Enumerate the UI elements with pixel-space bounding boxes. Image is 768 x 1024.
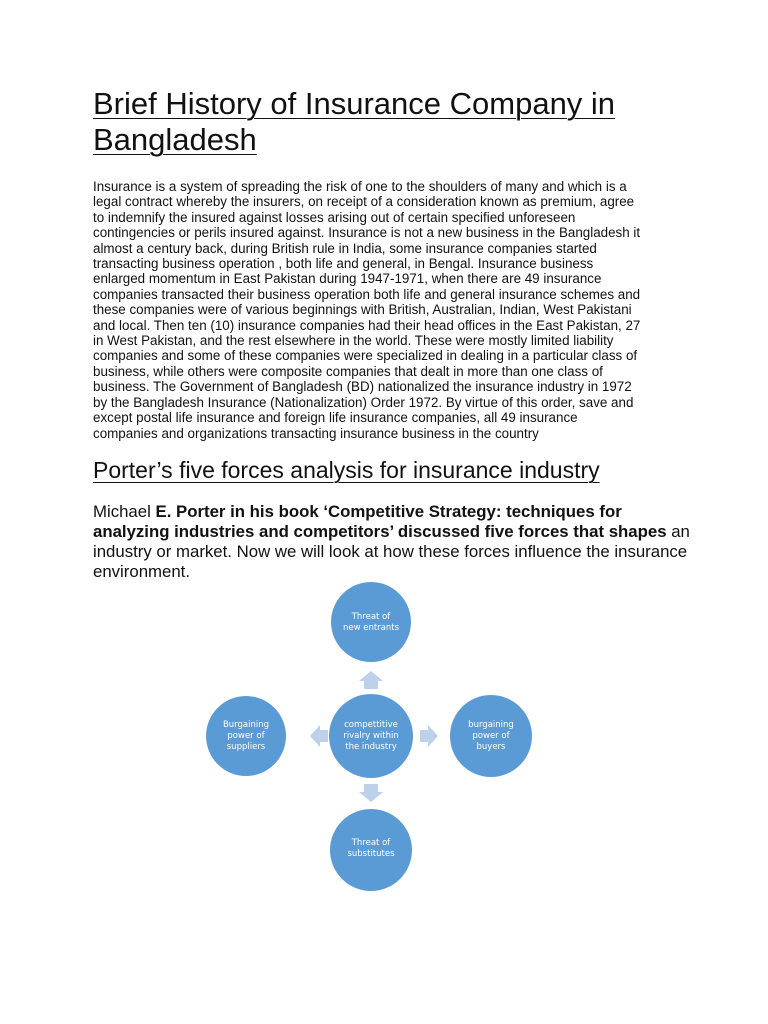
node-label-line: power of (227, 731, 265, 741)
node-label-line: suppliers (226, 742, 266, 752)
node-label-line: compettitive (344, 720, 398, 730)
node-label-line: Threat of (351, 838, 391, 848)
node-label-line: Threat of (351, 612, 391, 622)
intro-paragraph: Insurance is a system of spreading the risk of one to the shoulders of many and which is a legal contract whereby the insurers, on receipt of a consideration known as premium, agree to indemnify the insured against losses arising out of certain specified unforeseen contingencies or perils insured against. Insurance is not a new business in the Bangladesh it almost a century back, during British rule in India, some insurance companies started transacting business operation , both life and general, in Bengal. Insurance business enlarged momentum in East Pakistan during 1947-1971, when there are 49 insurance companies transacted their business operation both life and general insurance schemes and these companies were of various beginnings with British, Australian, Indian, West Pakistani and local. Then ten (10) insurance companies had their head offices in the East Pakistan, 27 in West Pakistan, and the rest elsewhere in the world. These were mostly limited liability companies and some of these companies were specialized in dealing in a particular class of business, while others were composite companies that dealt in more than one class of business. The Government of Bangladesh (BD) nationalized the insurance industry in 1972 by the Bangladesh Insurance (Nationalization) Order 1972. By virtue of this order, save and except postal life insurance and foreign life insurance companies, all 49 insurance companies and organizations transacting insurance business in the country (93, 179, 641, 441)
node-circle (331, 582, 411, 662)
node-label-line: substitutes (347, 849, 395, 859)
document-title: Brief History of Insurance Company in Bangladesh (93, 86, 616, 157)
node-label-line: burgaining (468, 720, 514, 730)
node-competitive-rivalry (329, 694, 413, 778)
node-threat-of-new-entrants (331, 582, 411, 662)
section-heading: Porter’s five forces analysis for insurance industry (93, 457, 600, 483)
arrow-right-icon (420, 725, 438, 747)
node-bargaining-power-of-buyers (450, 695, 532, 777)
node-label-line: the industry (345, 742, 397, 752)
node-threat-of-substitutes (330, 809, 412, 891)
porter-text-normal-end: an industry or market. Now we will look at how these forces influence the insurance environment. (93, 522, 690, 581)
node-label-line: power of (472, 731, 510, 741)
arrow-left-icon (310, 725, 328, 747)
porter-text-bold: E. Porter in his book ‘Competitive Strategy: techniques for analyzing industries and competitors’ discussed five forces that shapes (93, 502, 667, 541)
node-bargaining-power-of-suppliers (206, 696, 286, 776)
node-label-line: rivalry within (343, 731, 399, 741)
arrow-up-icon (359, 671, 383, 689)
porter-text-normal-start: Michael (93, 502, 156, 521)
node-label-line: Burgaining (222, 720, 270, 730)
arrow-down-icon (359, 784, 383, 802)
node-label-line: buyers (476, 742, 506, 752)
node-label-line: new entrants (342, 623, 400, 633)
